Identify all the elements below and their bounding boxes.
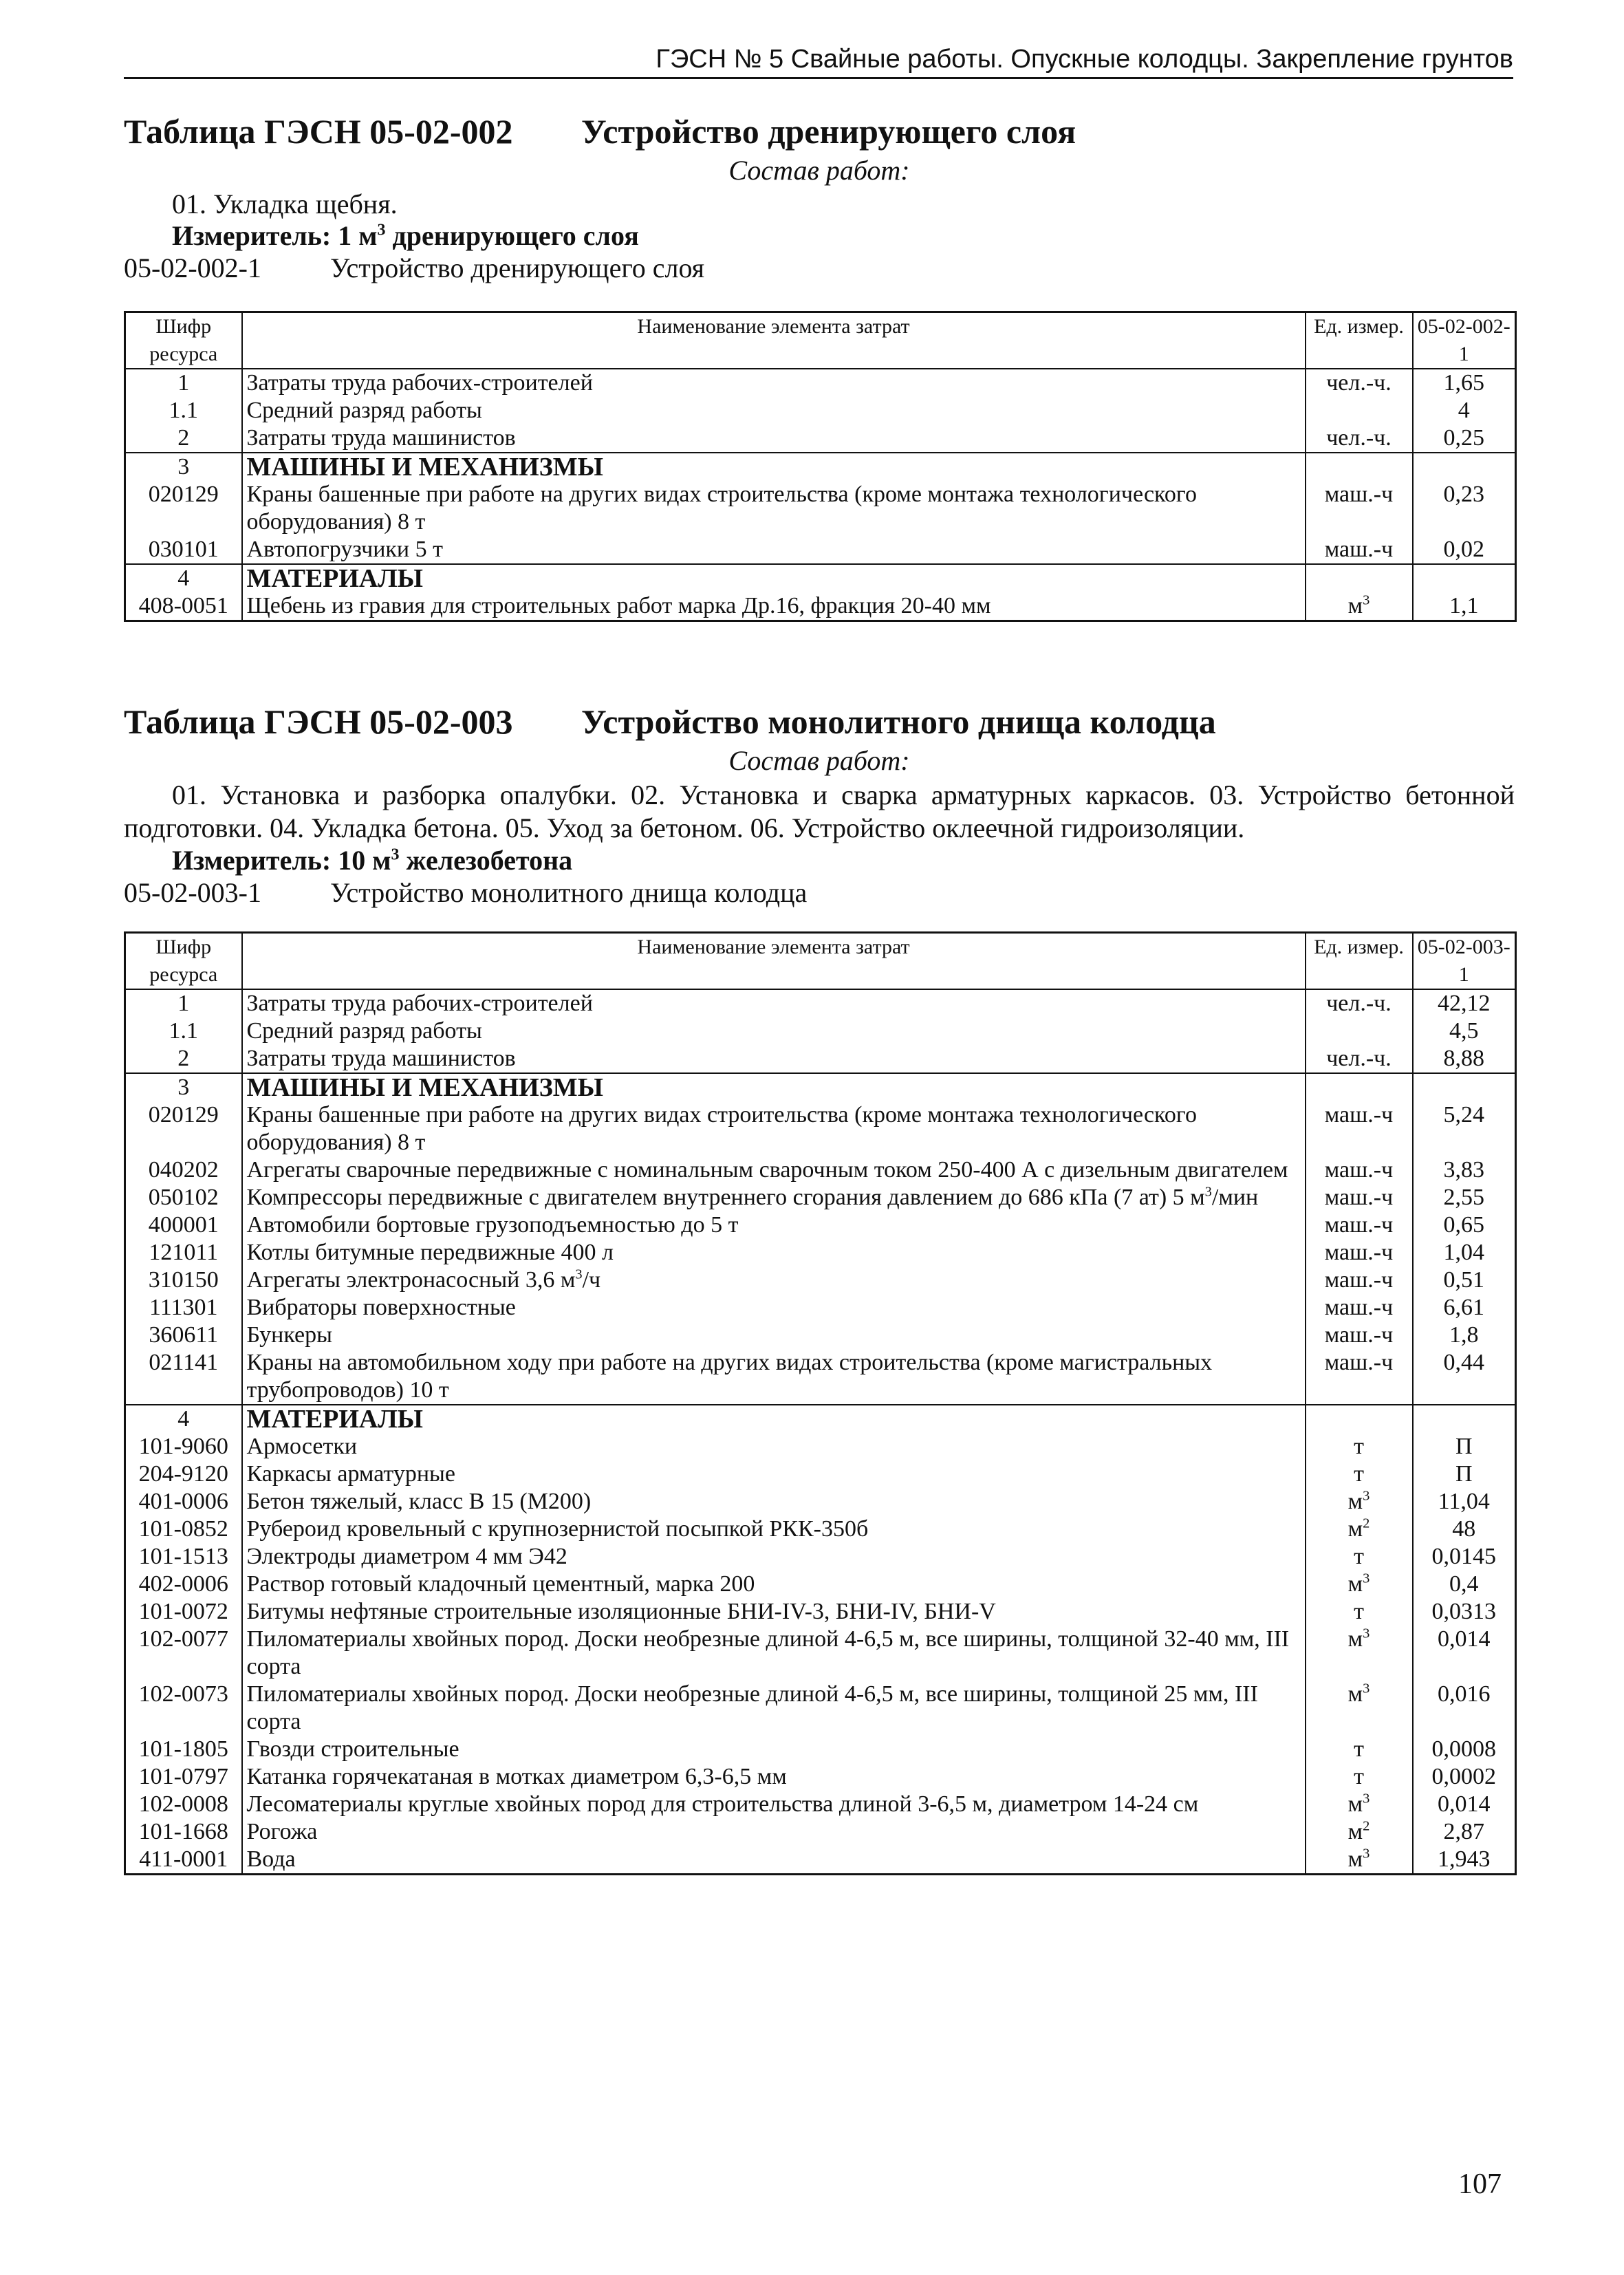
table-row [125, 1736, 1516, 1763]
table2-norm-title: Устройство монолитного днища колодца [330, 877, 808, 908]
row-name: Агрегаты сварочные передвижные с номинальным сварочным током 250-400 А с дизельным двигателем [242, 1156, 1306, 1184]
row-code: 3 [125, 453, 242, 481]
table1-heading [124, 110, 1515, 153]
row-unit [1306, 453, 1413, 481]
table1-title: Устройство дренирующего слоя [581, 112, 1076, 151]
row-value [1413, 564, 1516, 592]
row-value: 0,23 [1413, 481, 1516, 536]
table-row [125, 1818, 1516, 1846]
row-value [1413, 453, 1516, 481]
table-row [125, 1266, 1516, 1294]
table2-works: 01. Установка и разборка опалубки. 02. Установка и сварка арматурных каркасов. 03. Устройство бетонной подготовки. 04. Укладка бетона. 05. Уход за бетоном. 06. Устройство оклеечной гидроизоляции. [124, 779, 1515, 843]
running-header: ГЭСН № 5 Свайные работы. Опускные колодцы. Закрепление грунтов [124, 43, 1513, 79]
table1-header-name: Наименование элемента затрат [242, 312, 1306, 369]
table2-section [124, 700, 1515, 1875]
row-name: Затраты труда машинистов [242, 1045, 1306, 1073]
row-name: Рогожа [242, 1818, 1306, 1846]
row-code: 101-1805 [125, 1736, 242, 1763]
table-row [125, 1433, 1516, 1460]
row-code: 2 [125, 424, 242, 453]
row-value: 0,44 [1413, 1349, 1516, 1405]
row-value: 0,016 [1413, 1681, 1516, 1736]
row-name: Средний разряд работы [242, 1017, 1306, 1045]
row-name: Краны на автомобильном ходу при работе на других видах строительства (кроме магистральных трубопроводов) 10 т [242, 1349, 1306, 1405]
table2-code: Таблица ГЭСН 05-02-003 [124, 702, 513, 741]
table-row [125, 1239, 1516, 1266]
table-row [125, 1349, 1516, 1405]
table1-measure [124, 220, 1515, 252]
row-name: Каркасы арматурные [242, 1460, 1306, 1488]
row-unit: чел.-ч. [1306, 989, 1413, 1017]
row-value: 0,014 [1413, 1626, 1516, 1681]
row-code: 204-9120 [125, 1460, 242, 1488]
row-code: 020129 [125, 481, 242, 536]
table-row [125, 397, 1516, 424]
row-value: 2,55 [1413, 1184, 1516, 1211]
table2-body [125, 989, 1516, 1875]
row-name: Бункеры [242, 1322, 1306, 1349]
table-row [125, 1681, 1516, 1736]
row-unit: т [1306, 1543, 1413, 1571]
row-value: 0,0313 [1413, 1598, 1516, 1626]
row-name: МАТЕРИАЛЫ [242, 564, 1306, 592]
row-name: Битумы нефтяные строительные изоляционные БНИ-IV-3, БНИ-IV, БНИ-V [242, 1598, 1306, 1626]
page-number: 107 [1458, 2168, 1502, 2200]
table-row [125, 1846, 1516, 1875]
row-unit: $м^3$ [1306, 592, 1413, 621]
row-value: 2,87 [1413, 1818, 1516, 1846]
row-value: 48 [1413, 1516, 1516, 1543]
row-name: Пиломатериалы хвойных пород. Доски необрезные длиной 4-6,5 м, все ширины, толщиной 25 мм, III сорта [242, 1681, 1306, 1736]
table-row [125, 1516, 1516, 1543]
row-code: 121011 [125, 1239, 242, 1266]
row-unit [1306, 564, 1413, 592]
row-unit: $м^2$ [1306, 1818, 1413, 1846]
row-name: Гвозди строительные [242, 1736, 1306, 1763]
row-unit: т [1306, 1763, 1413, 1791]
table1-works-heading: Состав работ: [728, 155, 910, 186]
row-value: 0,0145 [1413, 1543, 1516, 1571]
table1-header-code: Шифр ресурса [125, 312, 242, 369]
row-unit [1306, 1405, 1413, 1433]
row-unit: маш.-ч [1306, 1239, 1413, 1266]
row-unit: т [1306, 1433, 1413, 1460]
row-code: 401-0006 [125, 1488, 242, 1516]
row-name: Раствор готовый кладочный цементный, марка 200 [242, 1571, 1306, 1598]
row-value: 4,5 [1413, 1017, 1516, 1045]
table2-works-heading: Состав работ: [728, 745, 910, 776]
table-row [125, 1763, 1516, 1791]
table2-title: Устройство монолитного днища колодца [581, 702, 1216, 741]
row-code: 1.1 [125, 1017, 242, 1045]
row-value: 0,51 [1413, 1266, 1516, 1294]
table2-heading [124, 700, 1515, 743]
row-code: 400001 [125, 1211, 242, 1239]
row-name: Лесоматериалы круглые хвойных пород для строительства длиной 3-6,5 м, диаметром 14-24 см [242, 1791, 1306, 1818]
table2-grid [124, 931, 1517, 1875]
table-row [125, 1626, 1516, 1681]
row-code: 101-0852 [125, 1516, 242, 1543]
table-row [125, 1017, 1516, 1045]
row-name: Армосетки [242, 1433, 1306, 1460]
table1-section [124, 110, 1515, 622]
table-row [125, 592, 1516, 621]
row-unit: т [1306, 1736, 1413, 1763]
row-name: Затраты труда рабочих-строителей [242, 369, 1306, 397]
table1-norm-title: Устройство дренирующего слоя [330, 252, 705, 283]
row-unit [1306, 397, 1413, 424]
table2-measure-sup: 3 [391, 845, 400, 864]
row-value: 1,65 [1413, 369, 1516, 397]
row-unit: $м^3$ [1306, 1846, 1413, 1875]
table1-header-unit: Ед. измер. [1306, 312, 1413, 369]
row-unit: $м^3$ [1306, 1626, 1413, 1681]
row-code: 101-0797 [125, 1763, 242, 1791]
row-unit: маш.-ч [1306, 1101, 1413, 1156]
row-value: 0,65 [1413, 1211, 1516, 1239]
table-row [125, 1543, 1516, 1571]
table1-header-row [125, 312, 1516, 369]
row-code: 3 [125, 1073, 242, 1101]
table-row [125, 424, 1516, 453]
table-row [125, 369, 1516, 397]
row-unit: маш.-ч [1306, 1156, 1413, 1184]
row-code: 1 [125, 989, 242, 1017]
row-code: 2 [125, 1045, 242, 1073]
row-unit: маш.-ч [1306, 1349, 1413, 1405]
row-value: П [1413, 1433, 1516, 1460]
row-name: Катанка горячекатаная в мотках диаметром 6,3-6,5 мм [242, 1763, 1306, 1791]
row-code: 360611 [125, 1322, 242, 1349]
row-unit: чел.-ч. [1306, 1045, 1413, 1073]
table-row [125, 1571, 1516, 1598]
row-unit: т [1306, 1460, 1413, 1488]
row-value [1413, 1073, 1516, 1101]
table-row [125, 1156, 1516, 1184]
row-name: Рубероид кровельный с крупнозернистой посыпкой РКК-350б [242, 1516, 1306, 1543]
table-row [125, 1322, 1516, 1349]
row-code: 408-0051 [125, 592, 242, 621]
row-value: П [1413, 1460, 1516, 1488]
row-name: Средний разряд работы [242, 397, 1306, 424]
table1-measure-pre: Измеритель: 1 м [172, 220, 378, 251]
row-value: 6,61 [1413, 1294, 1516, 1322]
table2-measure-pre: Измеритель: 10 м [172, 845, 391, 876]
row-value: 1,943 [1413, 1846, 1516, 1875]
row-unit: $м^3$ [1306, 1571, 1413, 1598]
row-value: 0,4 [1413, 1571, 1516, 1598]
row-name: МАТЕРИАЛЫ [242, 1405, 1306, 1433]
table1-body [125, 369, 1516, 621]
row-unit [1306, 1017, 1413, 1045]
row-name: Компрессоры передвижные с двигателем внутреннего сгорания давлением до 686 кПа (7 ат) 5 $м^3$/мин [242, 1184, 1306, 1211]
row-code: 1.1 [125, 397, 242, 424]
row-value: 1,8 [1413, 1322, 1516, 1349]
row-value: 8,88 [1413, 1045, 1516, 1073]
table-row [125, 1211, 1516, 1239]
row-code: 402-0006 [125, 1571, 242, 1598]
row-code: 021141 [125, 1349, 242, 1405]
row-unit: маш.-ч [1306, 1184, 1413, 1211]
row-unit: маш.-ч [1306, 1322, 1413, 1349]
row-name: Затраты труда машинистов [242, 424, 1306, 453]
row-unit: чел.-ч. [1306, 369, 1413, 397]
row-name: Автопогрузчики 5 т [242, 536, 1306, 564]
table-row [125, 1045, 1516, 1073]
row-code: 411-0001 [125, 1846, 242, 1875]
table-row [125, 1460, 1516, 1488]
row-value: 0,02 [1413, 536, 1516, 564]
table-row [125, 564, 1516, 592]
row-name: МАШИНЫ И МЕХАНИЗМЫ [242, 1073, 1306, 1101]
table1-code: Таблица ГЭСН 05-02-002 [124, 112, 513, 151]
row-name: МАШИНЫ И МЕХАНИЗМЫ [242, 453, 1306, 481]
row-code: 050102 [125, 1184, 242, 1211]
row-unit [1306, 1073, 1413, 1101]
row-code: 102-0077 [125, 1626, 242, 1681]
row-unit: $м^3$ [1306, 1488, 1413, 1516]
row-value: 5,24 [1413, 1101, 1516, 1156]
row-value: 3,83 [1413, 1156, 1516, 1184]
row-code: 102-0008 [125, 1791, 242, 1818]
row-unit: т [1306, 1598, 1413, 1626]
row-name: Затраты труда рабочих-строителей [242, 989, 1306, 1017]
row-name: Вибраторы поверхностные [242, 1294, 1306, 1322]
row-value: 1,04 [1413, 1239, 1516, 1266]
row-unit: маш.-ч [1306, 481, 1413, 536]
row-unit: маш.-ч [1306, 536, 1413, 564]
row-unit: чел.-ч. [1306, 424, 1413, 453]
row-name: Автомобили бортовые грузоподъемностью до 5 т [242, 1211, 1306, 1239]
row-code: 4 [125, 564, 242, 592]
row-value: 42,12 [1413, 989, 1516, 1017]
table2-header-value: 05-02-003-1 [1413, 933, 1516, 990]
row-name: Котлы битумные передвижные 400 л [242, 1239, 1306, 1266]
row-code: 4 [125, 1405, 242, 1433]
row-code: 101-1668 [125, 1818, 242, 1846]
row-value [1413, 1405, 1516, 1433]
row-value: 0,014 [1413, 1791, 1516, 1818]
row-value: 0,25 [1413, 424, 1516, 453]
row-code: 101-9060 [125, 1433, 242, 1460]
row-code: 030101 [125, 536, 242, 564]
row-unit: маш.-ч [1306, 1211, 1413, 1239]
row-code: 101-1513 [125, 1543, 242, 1571]
table2-measure-post: железобетона [399, 845, 573, 876]
row-unit: маш.-ч [1306, 1266, 1413, 1294]
table-row [125, 1405, 1516, 1433]
table1-norm-line [124, 252, 1515, 285]
table2-header-row [125, 933, 1516, 990]
table1-measure-post: дренирующего слоя [385, 220, 639, 251]
row-name: Краны башенные при работе на других видах строительства (кроме монтажа технологического оборудования) 8 т [242, 1101, 1306, 1156]
table-row [125, 536, 1516, 564]
table1-header-value: 05-02-002-1 [1413, 312, 1516, 369]
table-row [125, 1598, 1516, 1626]
row-value: 4 [1413, 397, 1516, 424]
row-unit: маш.-ч [1306, 1294, 1413, 1322]
row-value: 11,04 [1413, 1488, 1516, 1516]
row-name: Бетон тяжелый, класс В 15 (М200) [242, 1488, 1306, 1516]
table2-header-unit: Ед. измер. [1306, 933, 1413, 990]
table-row [125, 481, 1516, 536]
row-code: 310150 [125, 1266, 242, 1294]
table-row [125, 989, 1516, 1017]
table-row [125, 1184, 1516, 1211]
row-code: 040202 [125, 1156, 242, 1184]
table1-works: 01. Укладка щебня. [172, 188, 398, 219]
row-value: 1,1 [1413, 592, 1516, 621]
row-unit: $м^3$ [1306, 1681, 1413, 1736]
row-name: Пиломатериалы хвойных пород. Доски необрезные длиной 4-6,5 м, все ширины, толщиной 32-40 мм, III сорта [242, 1626, 1306, 1681]
row-unit: $м^3$ [1306, 1791, 1413, 1818]
table2-norm-code: 05-02-003-1 [124, 877, 261, 908]
row-code: 111301 [125, 1294, 242, 1322]
row-name: Агрегаты электронасосный 3,6 $м^3/ч$ [242, 1266, 1306, 1294]
table2-measure [124, 845, 1515, 876]
row-value: 0,0008 [1413, 1736, 1516, 1763]
row-name: Электроды диаметром 4 мм Э42 [242, 1543, 1306, 1571]
table-row [125, 1488, 1516, 1516]
table2-norm-line [124, 876, 1515, 909]
table1-grid [124, 311, 1517, 622]
table-row [125, 1073, 1516, 1101]
table1-measure-sup: 3 [377, 221, 386, 239]
table-row [125, 1294, 1516, 1322]
row-name: Вода [242, 1846, 1306, 1875]
row-code: 1 [125, 369, 242, 397]
table-row [125, 1791, 1516, 1818]
table2-header-name: Наименование элемента затрат [242, 933, 1306, 990]
row-value: 0,0002 [1413, 1763, 1516, 1791]
row-code: 101-0072 [125, 1598, 242, 1626]
table1-norm-code: 05-02-002-1 [124, 252, 261, 283]
row-unit: $м^2$ [1306, 1516, 1413, 1543]
row-code: 102-0073 [125, 1681, 242, 1736]
table-row [125, 1101, 1516, 1156]
row-name: Краны башенные при работе на других видах строительства (кроме монтажа технологического оборудования) 8 т [242, 481, 1306, 536]
table2-header-code: Шифр ресурса [125, 933, 242, 990]
row-code: 020129 [125, 1101, 242, 1156]
table-row [125, 453, 1516, 481]
row-name: Щебень из гравия для строительных работ марка Др.16, фракция 20-40 мм [242, 592, 1306, 621]
